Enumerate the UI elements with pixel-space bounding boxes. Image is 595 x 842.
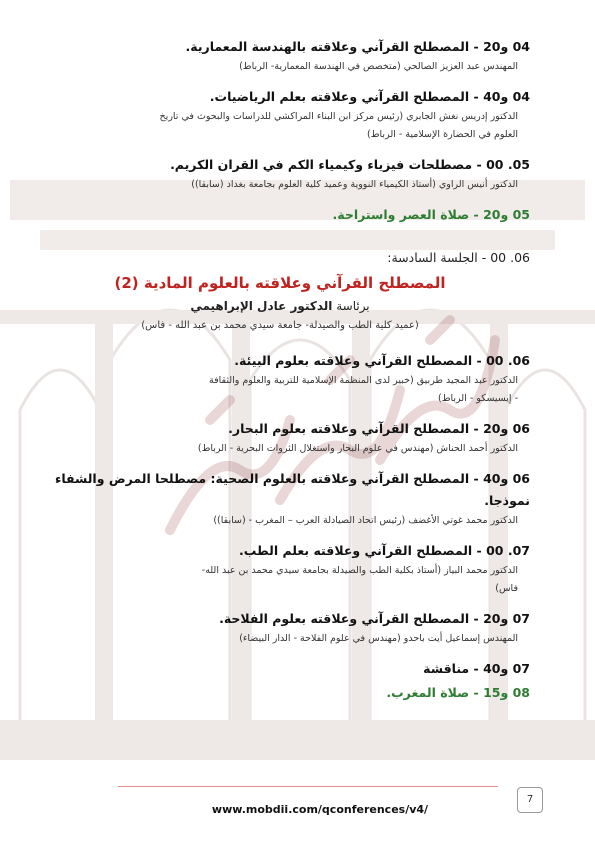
prayer-item xyxy=(30,682,530,704)
session-header xyxy=(30,248,530,336)
session-chair xyxy=(30,296,530,316)
item-speaker: الدكتور عبد المجيد طربيق (خبير لدى المنظمة الإسلامية للتربية والعلوم والثقافة xyxy=(209,375,518,386)
item-title: 06. 00 - المصطلح القرآني وعلاقته بعلوم البيئة. xyxy=(234,353,530,368)
program-item xyxy=(30,36,530,76)
program-item xyxy=(30,418,530,458)
item-title: 05. 00 - مصطلحات فيزياء وكيمياء الكم في القران الكريم. xyxy=(170,157,530,172)
item-title: 06 و40 - المصطلح القرآني وعلاقته بالعلوم الصحية: مصطلحا المرض والشفاء xyxy=(54,471,530,486)
session-chair-role: (عميد كلية الطب والصيدلة- جامعة سيدي محمد بن عبد الله - فاس) xyxy=(141,320,419,331)
item-title: 06 و20 - المصطلح القرآني وعلاقته بعلوم البحار. xyxy=(228,421,530,436)
program-content xyxy=(30,36,530,714)
item-speaker: الدكتور محمد البياز (أستاذ بكلية الطب والصيدلة بجامعة سيدي محمد بن عبد الله- xyxy=(201,565,518,576)
program-item xyxy=(30,608,530,648)
footer-divider xyxy=(118,786,498,787)
item-title: 04 و40 - المصطلح القرآني وعلاقته بعلم الرياضيات. xyxy=(209,89,530,104)
program-item xyxy=(30,86,530,144)
program-item xyxy=(30,154,530,194)
item-title: 07 و20 - المصطلح القرآني وعلاقته بعلوم الفلاحة. xyxy=(219,611,530,626)
page-number: 7 xyxy=(517,787,543,813)
break-title: 05 و20 - صلاة العصر واستراحة. xyxy=(332,207,530,222)
item-speaker: المهندس إسماعيل أيت باحدو (مهندس في علوم الفلاحة - الدار البيضاء) xyxy=(239,633,518,644)
discussion-item xyxy=(30,658,530,680)
item-speaker-cont: فاس) xyxy=(495,583,518,594)
item-speaker: الدكتور محمد غوتي الأغضف (رئيس اتحاد الصيادلة العرب – المغرب - (سابقا)) xyxy=(213,515,518,526)
program-item xyxy=(30,468,530,530)
session-label: 06. 00 - الجلسة السادسة: xyxy=(387,250,530,265)
session-chair-prefix: برئاسة xyxy=(336,299,370,313)
item-title: 04 و20 - المصطلح القرآني وعلاقته بالهندسة المعمارية. xyxy=(185,39,530,54)
discussion-title: 07 و40 - مناقشة xyxy=(423,661,530,676)
item-speaker: الدكتور أحمد الحناش (مهندس في علوم البحار واستغلال الثروات البحرية - الرباط) xyxy=(197,443,518,454)
prayer-title: 08 و15 - صلاة المغرب. xyxy=(386,685,530,700)
footer-url[interactable]: www.mobdii.com/qconferences/v4/ xyxy=(211,803,429,816)
program-item xyxy=(30,350,530,408)
session-title: المصطلح القرآني وعلاقته بالعلوم المادية (2) xyxy=(114,274,446,292)
item-speaker: الدكتور أنيس الراوي (أستاذ الكيمياء النووية وعميد كلية العلوم بجامعة بغداد (سابقا)) xyxy=(191,179,518,190)
program-item xyxy=(30,540,530,598)
item-speaker: الدكتور إدريس نغش الجابري (رئيس مركز ابن البناء المراكشي للدراسات والبحوث في تاريخ xyxy=(159,111,518,122)
item-speaker: المهندس عبد العزيز الصالحي (متخصص في الهندسة المعمارية- الرباط) xyxy=(239,61,518,72)
item-speaker-cont: - إيسيسكو - الرباط) xyxy=(438,393,518,404)
item-title-cont: نموذجا. xyxy=(484,493,530,508)
item-speaker-cont: العلوم في الحضارة الإسلامية - الرباط) xyxy=(367,129,518,140)
session-chair-name: الدكتور عادل الإبراهيمي xyxy=(190,299,333,313)
break-item xyxy=(30,204,530,226)
item-title: 07. 00 - المصطلح القرآني وعلاقته بعلم الطب. xyxy=(238,543,530,558)
